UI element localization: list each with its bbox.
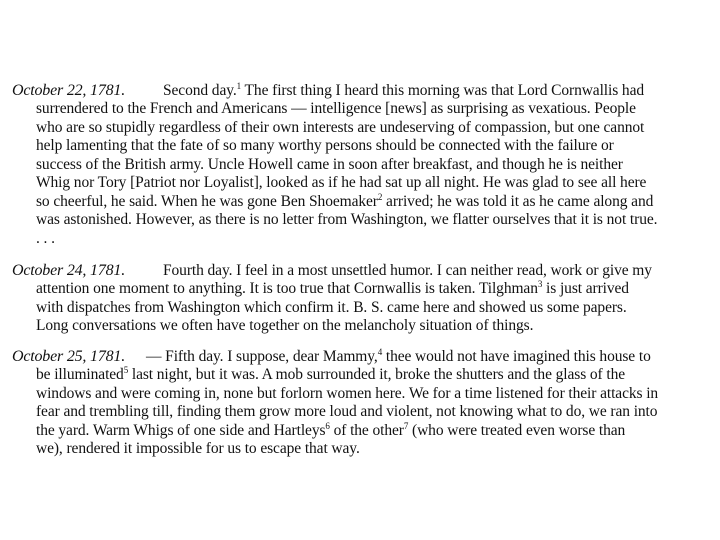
entry-line: help lamenting that the fate of so many worthy persons should be connected with the failure or (36, 137, 614, 154)
footnote-marker: 4 (377, 346, 383, 357)
footnote-marker: 5 (123, 364, 129, 375)
footnote-marker: 6 (325, 420, 330, 431)
footnote-marker: 1 (236, 80, 242, 91)
entry-line: success of the British army. Uncle Howell came in soon after breakfast, and though he is neither (36, 156, 623, 173)
entry-line: attention one moment to anything. It is too true that Cornwallis is taken. Tilghman$^3$ is just arrived (36, 278, 629, 297)
entry-line: who are so stupidly regardless of their own interests are undeserving of compassion, but one cannot (36, 119, 645, 136)
entry-line: — Fifth day. I suppose, dear Mammy,$^4$ thee would not have imagined this house to (146, 346, 651, 365)
entry-line: so cheerful, he said. When he was gone Ben Shoemaker$^2$ arrived; he was told it as he came along and (36, 191, 654, 210)
entry-line: be illuminated$^5$ last night, but it was. A mob surrounded it, broke the shutters and the glass of the (36, 364, 626, 383)
footnote-marker: 3 (537, 278, 543, 289)
entry-line: Long conversations we often have together on the melancholy situation of things. (36, 317, 534, 334)
entry-line: fear and trembling till, finding them grow more loud and violent, not knowing what to do, we ran into (36, 403, 658, 420)
entry-date: October 25, 1781. (12, 348, 126, 365)
entry-line: Second day.$^1$ The first thing I heard this morning was that Lord Cornwallis had (163, 80, 644, 99)
entry-date: October 24, 1781. (12, 262, 126, 279)
entry-line: . . . (36, 230, 55, 247)
entry-line: Whig nor Tory [Patriot nor Loyalist], looked as if he had sat up all night. He was glad to see all here (36, 174, 647, 191)
entry-line: surrendered to the French and Americans — intelligence [news] as surprising as vexatious. People (36, 100, 636, 117)
entry-line: was astonished. However, as there is no letter from Washington, we flatter ourselves that it is not true. (36, 211, 658, 228)
footnote-marker: 2 (377, 191, 383, 202)
entry-line: the yard. Warm Whigs of one side and Hartleys$^6$ of the other$^7$ (who were treated even worse than (36, 420, 626, 439)
entry-line: Fourth day. I feel in a most unsettled humor. I can neither read, work or give my (163, 262, 652, 279)
entry-date: October 22, 1781. (12, 82, 126, 99)
entry-line: with dispatches from Washington which confirm it. B. S. came here and showed us some papers. (36, 299, 627, 316)
footnote-marker: 7 (403, 420, 409, 431)
entry-line: windows and were coming in, none but forlorn women here. We for a time listened for their attacks in (36, 385, 659, 402)
entry-line: we), rendered it impossible for us to escape that way. (36, 440, 360, 457)
